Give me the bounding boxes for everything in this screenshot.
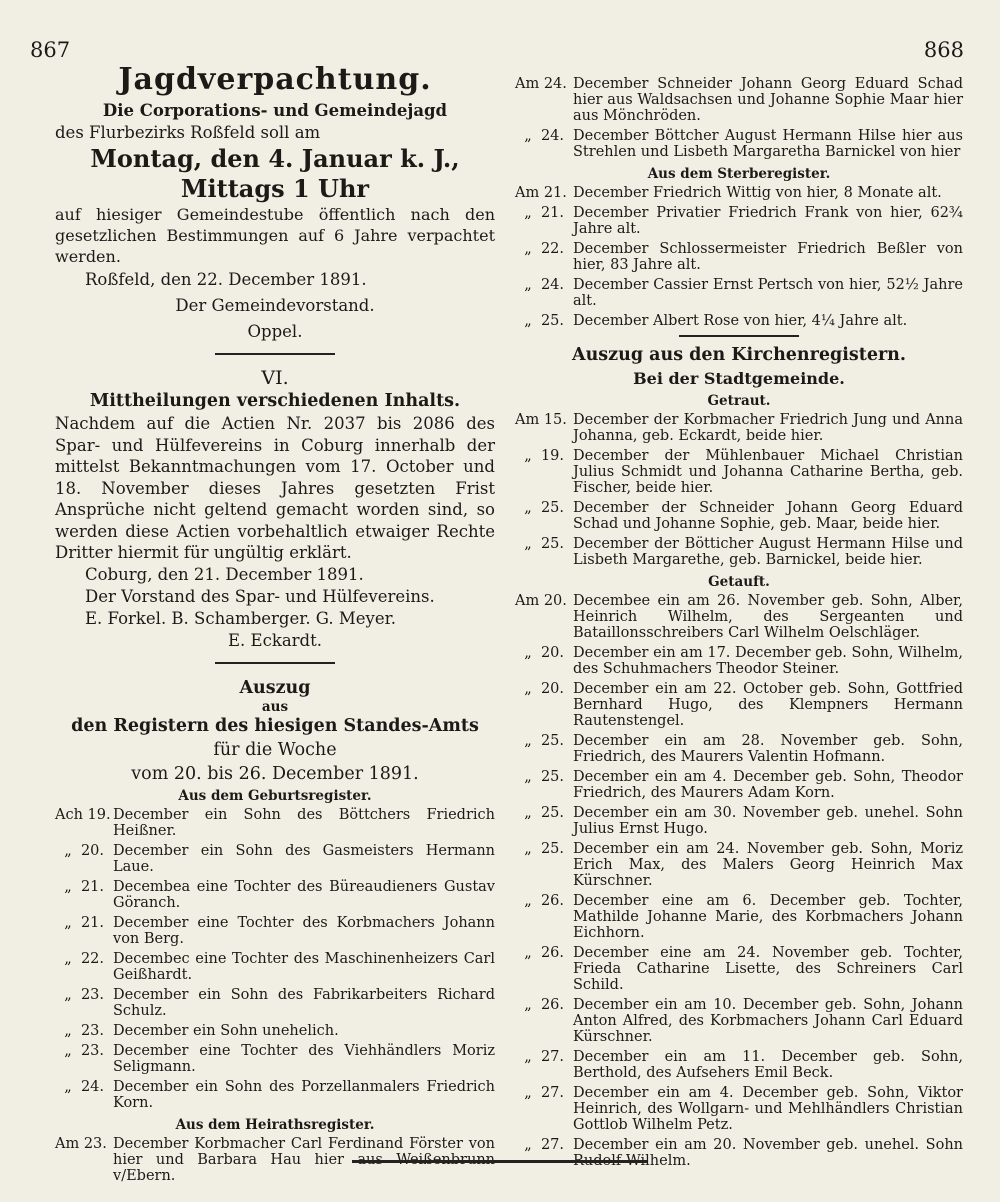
register-entry [515, 313, 963, 329]
auszug-registers-title: den Registern des hiesigen Standes-Amts [71, 715, 479, 736]
entry-date: „ 25. [515, 769, 565, 785]
entry-text: December ein am 10. December geb. Sohn, Johann Anton Alfred, des Korbmachers Johann Carl Eduard Kürschner. [573, 997, 963, 1045]
kirchenregister-title: Auszug aus den Kirchenregistern. [572, 345, 906, 365]
jagd-intro-1: Die Corporations- und Gemeindejagd [102, 101, 448, 120]
entry-date: Am 23. [55, 1135, 107, 1152]
entry-date: „ 27. [515, 1085, 565, 1101]
jagd-title: Jagdverpachtung. [118, 62, 432, 97]
geburtsregister-heading: Aus dem Geburtsregister. [178, 787, 372, 804]
entry-date: Am 24. [515, 76, 567, 92]
entry-text: December der Korbmacher Friedrich Jung und Anna Johanna, geb. Eckardt, beide hier. [573, 412, 963, 444]
entry-date: „ 20. [515, 645, 565, 661]
entry-text: December der Bötticher August Hermann Hilse und Lisbeth Margarethe, geb. Barnickel, beide hier. [573, 536, 963, 568]
entry-text: December ein am 20. November geb. unehel. Sohn Rudolf Wilhelm. [573, 1137, 963, 1169]
entry-date: „ 21. [55, 878, 105, 895]
entry-text: December Schneider Johann Georg Eduard Schad hier aus Waldsachsen und Johanne Sophie Maar hier aus Mönchröden. [573, 76, 963, 124]
mittheilungen-title: Mittheilungen verschiedenen Inhalts. [89, 391, 461, 411]
entry-date: „ 25. [515, 536, 565, 552]
entry-text: December ein am 28. November geb. Sohn, Friedrich, des Maurers Valentin Hofmann. [573, 733, 963, 765]
entry-text: December ein am 30. November geb. unehel. Sohn Julius Ernst Hugo. [573, 805, 963, 837]
entry-text: December ein Sohn des Porzellanmalers Friedrich Korn. [113, 1078, 495, 1111]
register-entry [515, 76, 963, 124]
register-entry [515, 1049, 963, 1081]
register-entry [515, 893, 963, 941]
entry-date: „ 27. [515, 1137, 565, 1153]
entry-date: „ 25. [515, 733, 565, 749]
register-entry [515, 1137, 963, 1169]
entry-text: December ein Sohn des Fabrikarbeiters Richard Schulz. [113, 986, 495, 1019]
entry-text: December ein am 24. November geb. Sohn, Moriz Erich Max, des Malers Georg Heinrich Max Kürschner. [573, 841, 963, 889]
entry-date: „ 26. [515, 893, 565, 909]
right-column [515, 76, 963, 1173]
register-entry [55, 807, 495, 839]
divider [215, 353, 335, 355]
sterberegister-list [515, 185, 963, 329]
mittheilungen-section [55, 367, 495, 652]
mittheilungen-authority: Der Vorstand des Spar- und Hülfevereins. [85, 586, 435, 606]
entry-date: „ 21. [515, 205, 565, 221]
entry-text: December Cassier Ernst Pertsch von hier, 52½ Jahre alt. [573, 277, 963, 309]
mittheilungen-place-date: Coburg, den 21. December 1891. [85, 564, 364, 584]
entry-text: December ein Sohn unehelich. [113, 1022, 339, 1039]
jagd-notice [55, 62, 495, 343]
divider [215, 662, 335, 664]
entry-date: „ 25. [515, 313, 565, 329]
jagd-date-1: Montag, den 4. Januar k. J., [90, 144, 460, 173]
entry-text: December Korbmacher Carl Ferdinand Förster von hier und Barbara Hau hier aus Weißenbrunn v/Ebern. [113, 1135, 495, 1184]
register-entry [515, 277, 963, 309]
register-entry [515, 448, 963, 496]
entry-text: Decembee ein am 26. November geb. Sohn, Alber, Heinrich Wilhelm, des Sergeanten und Bataillonsschreibers Carl Wilhelm Oelschläger. [573, 593, 963, 641]
entry-date: „ 22. [55, 950, 105, 967]
section-number: VI. [261, 367, 289, 389]
register-entry [515, 412, 963, 444]
entry-date: „ 27. [515, 1049, 565, 1065]
entry-text: December ein Sohn des Böttchers Friedrich Heißner. [113, 806, 495, 839]
jagd-intro-2: des Flurbezirks Roßfeld soll am [55, 123, 321, 142]
register-entry [515, 128, 963, 160]
entry-date: „ 24. [515, 128, 565, 144]
entry-text: December ein am 4. December geb. Sohn, Theodor Friedrich, des Maurers Adam Korn. [573, 769, 963, 801]
entry-date: „ 23. [55, 986, 105, 1003]
register-entry [55, 1043, 495, 1075]
entry-text: December eine Tochter des Viehhändlers Moriz Seligmann. [113, 1042, 495, 1075]
register-entry [515, 805, 963, 837]
jagd-name: Oppel. [247, 322, 303, 341]
getraut-heading: Getraut. [707, 393, 771, 409]
entry-text: December Böttcher August Hermann Hilse hier aus Strehlen und Lisbeth Margaretha Barnickel von hier [573, 128, 963, 160]
stadtgemeinde-title: Bei der Stadtgemeinde. [633, 369, 845, 388]
register-entry [515, 500, 963, 532]
getauft-list [515, 593, 963, 1169]
entry-date: „ 20. [515, 681, 565, 697]
register-entry [515, 205, 963, 237]
entry-date: „ 20. [55, 842, 105, 859]
register-entry [55, 951, 495, 983]
mittheilungen-names-2: E. Eckardt. [228, 630, 322, 650]
entry-date: „ 19. [515, 448, 565, 464]
page-number-right: 868 [923, 38, 964, 62]
entry-text: December der Mühlenbauer Michael Christian Julius Schmidt und Johanna Catharine Bertha, geb. Fischer, beide hier. [573, 448, 963, 496]
jagd-date-2: Mittags 1 Uhr [180, 174, 370, 203]
mittheilungen-names-1: E. Forkel. B. Schamberger. G. Meyer. [85, 608, 396, 628]
entry-date: „ 25. [515, 805, 565, 821]
register-entry [515, 681, 963, 729]
jagd-place-date: Roßfeld, den 22. December 1891. [85, 270, 367, 289]
entry-date: Am 20. [515, 593, 567, 609]
auszug-week: für die Woche [213, 739, 337, 760]
geburtsregister-list [55, 807, 495, 1111]
register-entry [55, 987, 495, 1019]
entry-text: December Friedrich Wittig von hier, 8 Monate alt. [573, 185, 942, 201]
register-entry [55, 843, 495, 875]
entry-text: December ein am 4. December geb. Sohn, Viktor Heinrich, des Wollgarn- und Mehlhändlers Christian Gottlob Wilhelm Petz. [573, 1085, 963, 1133]
jagd-authority: Der Gemeindevorstand. [175, 296, 375, 315]
getauft-heading: Getauft. [708, 574, 770, 590]
entry-text: December ein am 11. December geb. Sohn, Berthold, des Aufsehers Emil Beck. [573, 1049, 963, 1081]
entry-text: Decembec eine Tochter des Maschinenheizers Carl Geißhardt. [113, 950, 495, 983]
left-column [55, 62, 495, 1188]
sterberegister-heading: Aus dem Sterberegister. [647, 166, 831, 182]
auszug-title: Auszug [239, 677, 311, 698]
entry-date: Am 21. [515, 185, 567, 201]
page-number-left: 867 [30, 38, 71, 62]
entry-date: „ 25. [515, 500, 565, 516]
register-entry [55, 915, 495, 947]
entry-date: „ 25. [515, 841, 565, 857]
entry-date: „ 24. [55, 1078, 105, 1095]
jagd-body: auf hiesiger Gemeindestube öffentlich nach den gesetzlichen Bestimmungen auf 6 Jahre verpachtet werden. [55, 205, 495, 266]
entry-date: „ 23. [55, 1042, 105, 1059]
register-entry [515, 536, 963, 568]
register-entry [515, 1085, 963, 1133]
entry-text: December eine Tochter des Korbmachers Johann von Berg. [113, 914, 495, 947]
getraut-list [515, 412, 963, 568]
register-entry [515, 945, 963, 993]
entry-text: December Privatier Friedrich Frank von hier, 62¾ Jahre alt. [573, 205, 963, 237]
entry-date: „ 26. [515, 945, 565, 961]
register-entry [515, 769, 963, 801]
entry-text: December der Schneider Johann Georg Eduard Schad und Johanne Sophie, geb. Maar, beide hier. [573, 500, 963, 532]
entry-text: December ein Sohn des Gasmeisters Hermann Laue. [113, 842, 495, 875]
auszug-aus: aus [261, 698, 289, 715]
entry-date: Ach 19. [55, 806, 111, 823]
entry-text: December ein am 17. December geb. Sohn, Wilhelm, des Schuhmachers Theodor Steiner. [573, 645, 963, 677]
entry-text: December eine am 6. December geb. Tochter, Mathilde Johanne Marie, des Korbmachers Johann Eichhorn. [573, 893, 963, 941]
register-entry [55, 1079, 495, 1111]
entry-date: „ 23. [55, 1022, 105, 1039]
auszug-date-range: vom 20. bis 26. December 1891. [131, 763, 419, 784]
heirathsregister-continued-list [515, 76, 963, 160]
standesamt-section [55, 676, 495, 1184]
register-entry [55, 879, 495, 911]
divider [679, 335, 799, 337]
register-entry [515, 185, 963, 201]
entry-text: December Schlossermeister Friedrich Beßler von hier, 83 Jahre alt. [573, 241, 963, 273]
register-entry [55, 1023, 495, 1039]
mittheilungen-body: Nachdem auf die Actien Nr. 2037 bis 2086 des Spar- und Hülfevereins in Coburg innerhalb der mittelst Bekanntmachungen vom 17. October und 18. November dieses Jahres gesetzten Frist Ansprüche nicht geltend gemacht worden sind, so werden diese Actien vorbehaltlich etwaiger Rechte Dritter hiermit für ungültig erklärt. [55, 414, 495, 562]
register-entry [515, 733, 963, 765]
register-entry [515, 241, 963, 273]
register-entry [515, 841, 963, 889]
entry-date: „ 24. [515, 277, 565, 293]
entry-text: December Albert Rose von hier, 4¼ Jahre alt. [573, 313, 908, 329]
entry-date: „ 22. [515, 241, 565, 257]
entry-date: Am 15. [515, 412, 567, 428]
page-end-rule [352, 1160, 647, 1163]
entry-text: December ein am 22. October geb. Sohn, Gottfried Bernhard Hugo, des Klempners Hermann Rautenstengel. [573, 681, 963, 729]
register-entry [515, 593, 963, 641]
heirathsregister-heading: Aus dem Heirathsregister. [175, 1116, 375, 1133]
entry-date: „ 26. [515, 997, 565, 1013]
register-entry [515, 645, 963, 677]
entry-text: Decembea eine Tochter des Büreaudieners Gustav Göranch. [113, 878, 495, 911]
register-entry [515, 997, 963, 1045]
entry-text: December eine am 24. November geb. Tochter, Frieda Catharine Lisette, des Schreiners Carl Schild. [573, 945, 963, 993]
entry-date: „ 21. [55, 914, 105, 931]
